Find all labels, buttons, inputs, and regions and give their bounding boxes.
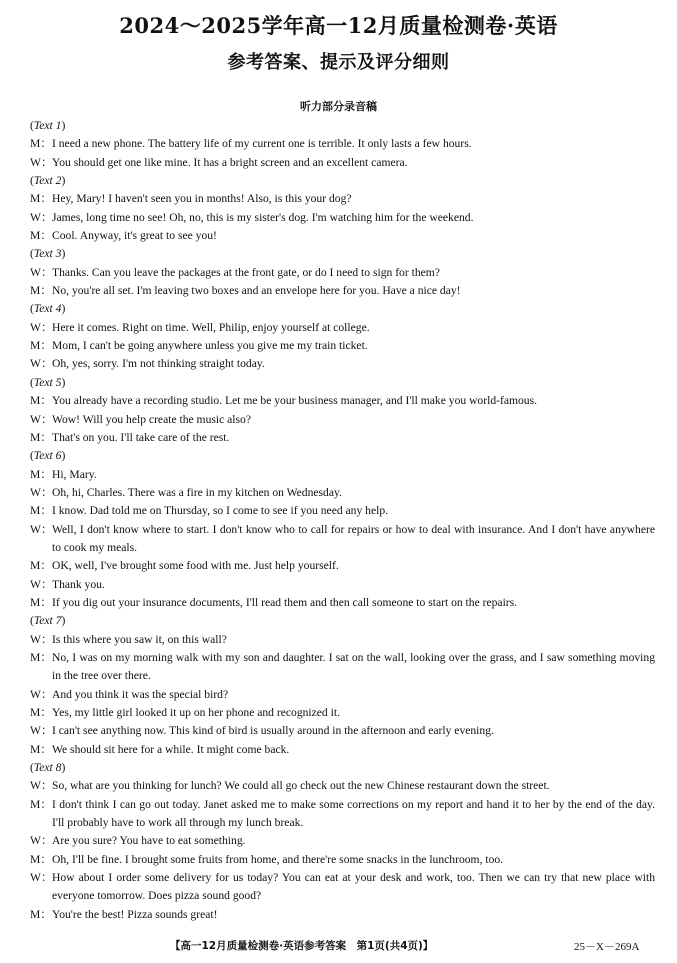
- utterance-text: I need a new phone. The battery life of my current one is terrible. It only lasts a few hours.: [52, 137, 472, 151]
- dialogue-line: [30, 429, 655, 447]
- dialogue-line: [30, 502, 655, 520]
- text-label: (Text 3): [30, 247, 66, 261]
- utterance-text: Here it comes. Right on time. Well, Philip, enjoy yourself at college.: [52, 320, 370, 334]
- utterance-text: OK, well, I've brought some food with me. Just help yourself.: [52, 559, 339, 573]
- speaker-label: M：: [30, 742, 52, 756]
- dialogue-line: [30, 869, 655, 906]
- dialogue-line: [30, 851, 655, 869]
- speaker-label: M：: [30, 559, 52, 573]
- utterance-text: Oh, yes, sorry. I'm not thinking straight today.: [52, 357, 265, 371]
- utterance-text: That's on you. I'll take care of the rest.: [52, 430, 230, 444]
- speaker-label: M：: [30, 467, 52, 481]
- utterance-text: I know. Dad told me on Thursday, so I come to see if you need any help.: [52, 504, 389, 518]
- dialogue-line: [30, 154, 655, 172]
- speaker-label: W：: [30, 632, 53, 646]
- speaker-label: M：: [30, 852, 52, 866]
- text-label: (Text 4): [30, 302, 66, 316]
- section-title: 听力部分录音稿: [300, 100, 377, 113]
- speaker-label: W：: [30, 779, 53, 793]
- dialogue-line: [30, 722, 655, 740]
- dialogue-line: [30, 484, 655, 502]
- dialogue-line: [30, 227, 655, 245]
- utterance-text: You should get one like mine. It has a bright screen and an excellent camera.: [52, 155, 408, 169]
- dialogue-line: [30, 796, 655, 833]
- speaker-label: W：: [30, 834, 53, 848]
- speaker-label: M：: [30, 137, 52, 151]
- utterance-text: Hey, Mary! I haven't seen you in months! Also, is this your dog?: [52, 192, 352, 206]
- dialogue-line: [30, 832, 655, 850]
- dialogue-line: [30, 521, 655, 558]
- speaker-label: M：: [30, 284, 52, 298]
- dialogue-line: [30, 355, 655, 373]
- speaker-label: M：: [30, 192, 52, 206]
- dialogue-line: [30, 392, 655, 410]
- utterance-text: And you think it was the special bird?: [52, 687, 229, 701]
- utterance-text: Oh, hi, Charles. There was a fire in my kitchen on Wednesday.: [52, 485, 342, 499]
- dialogue-line: [30, 411, 655, 429]
- text-label: (Text 8): [30, 761, 66, 775]
- speaker-label: W：: [30, 522, 53, 536]
- utterance-text: Is this where you saw it, on this wall?: [52, 632, 227, 646]
- speaker-label: M：: [30, 706, 52, 719]
- speaker-label: W：: [30, 412, 53, 426]
- utterance-text: How about I order some delivery for us today? You can eat at your desk and work, too. Then we can try that new place with everyone tomorrow. Does pizza sound good?: [52, 871, 655, 903]
- utterance-text: Are you sure? You have to eat something.: [52, 834, 246, 848]
- dialogue-line: [30, 576, 655, 594]
- dialogue-line: [30, 209, 655, 227]
- dialogue-line: [30, 594, 655, 612]
- utterance-text: No, you're all set. I'm leaving two boxes and an envelope here for you. Have a nice day!: [52, 284, 461, 298]
- utterance-text: James, long time no see! Oh, no, this is my sister's dog. I'm watching him for the weekend.: [52, 210, 474, 224]
- speaker-label: W：: [30, 320, 53, 334]
- speaker-label: W：: [30, 357, 53, 371]
- dialogue-line: [30, 264, 655, 282]
- speaker-label: M：: [30, 504, 52, 518]
- speaker-label: M：: [30, 339, 52, 353]
- speaker-label: W：: [30, 577, 53, 591]
- speaker-label: M：: [30, 229, 52, 243]
- speaker-label: M：: [30, 907, 52, 921]
- dialogue-line: [30, 777, 655, 795]
- speaker-label: M：: [30, 650, 52, 664]
- page-title: 2024～2025学年高一12月质量检测卷·英语: [119, 13, 558, 38]
- utterance-text: Hi, Mary.: [52, 467, 97, 481]
- dialogue-line: [30, 906, 655, 924]
- dialogue-line: [30, 319, 655, 337]
- dialogue-line: [30, 135, 655, 153]
- speaker-label: W：: [30, 687, 53, 701]
- utterance-text: Wow! Will you help create the music also?: [52, 412, 251, 426]
- speaker-label: W：: [30, 485, 53, 499]
- utterance-text: We should sit here for a while. It might come back.: [52, 742, 290, 756]
- speaker-label: W：: [30, 871, 53, 885]
- utterance-text: You're the best! Pizza sounds great!: [52, 907, 218, 921]
- utterance-text: Thanks. Can you leave the packages at the front gate, or do I need to sign for them?: [52, 265, 440, 279]
- utterance-text: You already have a recording studio. Let me be your business manager, and I'll make you world-famous.: [52, 394, 538, 408]
- page-footer: 【高一12月质量检测卷·英语参考答案 第1页(共4页)】: [170, 940, 434, 952]
- dialogue-line: [30, 282, 655, 300]
- text-label: (Text 7): [30, 614, 66, 628]
- speaker-label: M：: [30, 394, 52, 408]
- text-label: (Text 6): [30, 449, 66, 463]
- speaker-label: M：: [30, 595, 52, 609]
- speaker-label: W：: [30, 265, 53, 279]
- speaker-label: M：: [30, 797, 52, 811]
- speaker-label: W：: [30, 210, 53, 224]
- utterance-text: Yes, my little girl looked it up on her phone and recognized it.: [52, 706, 340, 719]
- page-subtitle: 参考答案、提示及评分细则: [227, 52, 450, 73]
- speaker-label: W：: [30, 724, 53, 738]
- utterance-text: No, I was on my morning walk with my son and daughter. I sat on the wall, looking over the grass, and I saw something moving in the tree over there.: [52, 650, 655, 683]
- utterance-text: Oh, I'll be fine. I brought some fruits from home, and there're some snacks in the lunchroom, too.: [52, 852, 504, 866]
- utterance-text: Well, I don't know where to start. I don't know who to call for repairs or how to deal with insurance. And I don't have anywhere to cook my meals.: [52, 522, 655, 554]
- text-label: (Text 2): [30, 174, 66, 188]
- transcript-body: [30, 117, 655, 924]
- dialogue-line: [30, 337, 655, 355]
- dialogue-line: [30, 649, 655, 686]
- dialogue-line: [30, 631, 655, 649]
- dialogue-line: [30, 190, 655, 208]
- dialogue-line: [30, 466, 655, 484]
- utterance-text: I don't think I can go out today. Janet asked me to make some corrections on my report and hand it to her by the end of the day. I'll probably have to work all through my lunch break.: [52, 797, 655, 830]
- dialogue-line: [30, 704, 655, 722]
- dialogue-line: [30, 741, 655, 759]
- utterance-text: Thank you.: [52, 577, 105, 591]
- utterance-text: If you dig out your insurance documents, I'll read them and then call someone to start on the repairs.: [52, 595, 518, 609]
- text-label: (Text 1): [30, 119, 66, 132]
- dialogue-line: [30, 686, 655, 704]
- speaker-label: W：: [30, 155, 53, 169]
- utterance-text: Cool. Anyway, it's great to see you!: [52, 229, 217, 243]
- text-label: (Text 5): [30, 375, 66, 389]
- dialogue-line: [30, 557, 655, 575]
- speaker-label: M：: [30, 430, 52, 444]
- utterance-text: I can't see anything now. This kind of bird is usually around in the afternoon and early evening.: [52, 724, 494, 738]
- utterance-text: So, what are you thinking for lunch? We could all go check out the new Chinese restaurant down the street.: [52, 779, 550, 793]
- utterance-text: Mom, I can't be going anywhere unless you give me my train ticket.: [52, 339, 368, 353]
- paper-code: 25－X－269A: [574, 941, 640, 953]
